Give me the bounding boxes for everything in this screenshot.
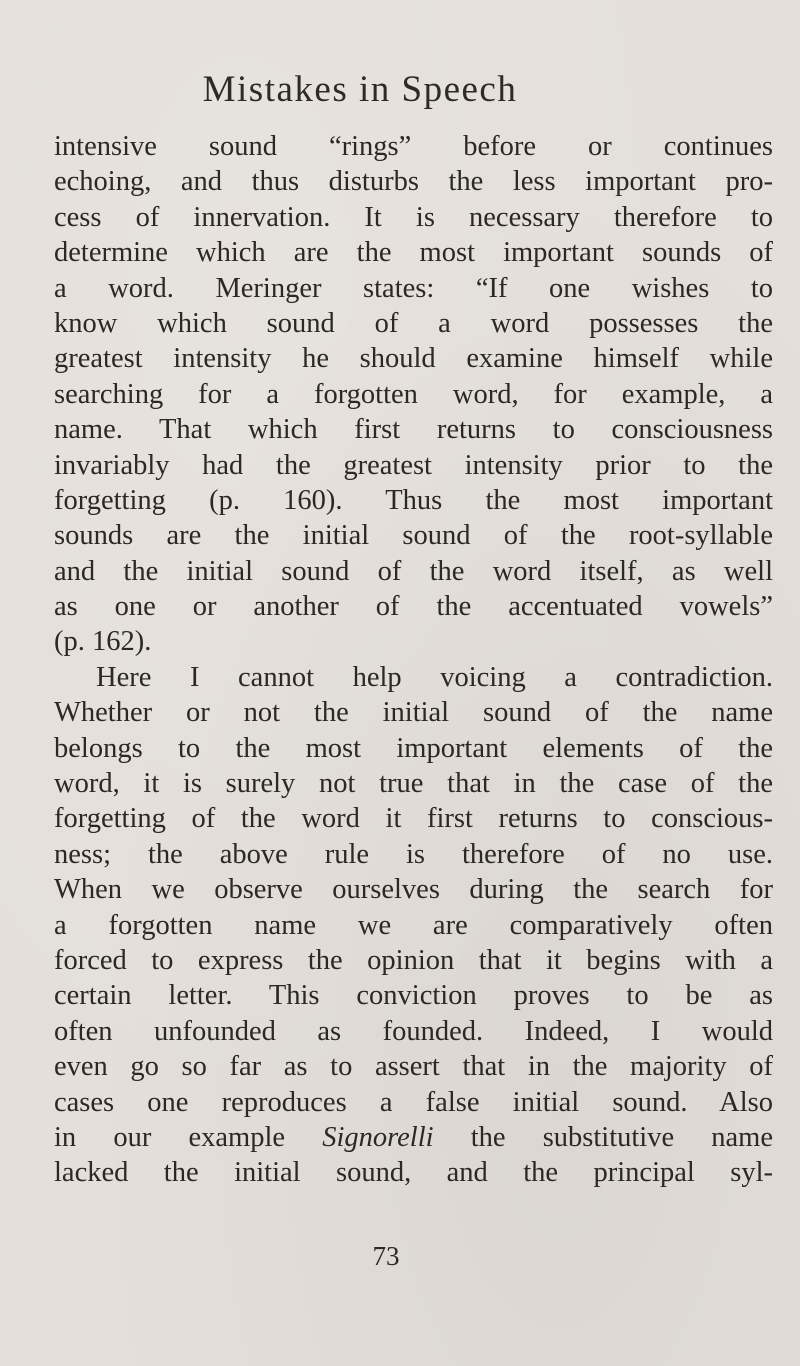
text-line: forgetting of the word it first returns to conscious- [54, 803, 773, 835]
text-line: a word. Meringer states: “If one wishes to [54, 272, 773, 304]
text-line: (p. 162). [54, 626, 152, 658]
paragraph-2 [54, 660, 773, 1191]
text-segment: the substitutive name [433, 1121, 773, 1153]
text-line: Whether or not the initial sound of the name [54, 697, 773, 729]
text-line: cases one reproduces a false initial sound. Also [54, 1086, 773, 1118]
italic-name: Signorelli [322, 1121, 434, 1153]
text-line: echoing, and thus disturbs the less important pro- [54, 166, 773, 198]
text-line-with-italic [54, 1120, 773, 1155]
text-line: word, it is surely not true that in the case of the [54, 768, 773, 800]
text-line: searching for a forgotten word, for example, a [54, 378, 773, 410]
text-line: forgetting (p. 160). Thus the most important [54, 484, 773, 516]
text-line: sounds are the initial sound of the root-syllable [54, 520, 773, 552]
paragraph-1 [54, 129, 773, 660]
page-number: 73 [372, 1241, 400, 1271]
text-line: cess of innervation. It is necessary therefore to [54, 201, 773, 233]
text-line: intensive sound “rings” before or continues [54, 131, 773, 162]
text-line: often unfounded as founded. Indeed, I would [54, 1015, 773, 1047]
running-head: Mistakes in Speech [202, 69, 518, 110]
text-line: invariably had the greatest intensity prior to the [54, 449, 773, 481]
text-line: Here I cannot help voicing a contradiction. [96, 661, 773, 693]
text-line: ness; the above rule is therefore of no use. [54, 838, 773, 870]
text-line: greatest intensity he should examine himself while [54, 343, 773, 375]
text-line: determine which are the most important sounds of [54, 237, 773, 269]
text-line: certain letter. This conviction proves to be as [54, 980, 773, 1012]
text-line: as one or another of the accentuated vowels” [54, 591, 773, 623]
text-line: name. That which first returns to consciousness [54, 414, 773, 446]
text-line: and the initial sound of the word itself, as well [54, 555, 773, 587]
text-line: lacked the initial sound, and the principal syl- [54, 1157, 773, 1189]
text-line: a forgotten name we are comparatively often [54, 909, 773, 941]
text-line: forced to express the opinion that it begins with a [54, 944, 773, 976]
page-number-wrap [0, 1241, 800, 1272]
text-line: When we observe ourselves during the search for [54, 874, 773, 906]
text-line: know which sound of a word possesses the [54, 307, 773, 339]
text-line: belongs to the most important elements of the [54, 732, 773, 764]
body-text [54, 129, 773, 1191]
text-line: even go so far as to assert that in the majority of [54, 1051, 773, 1083]
text-segment: in our example [54, 1121, 323, 1153]
